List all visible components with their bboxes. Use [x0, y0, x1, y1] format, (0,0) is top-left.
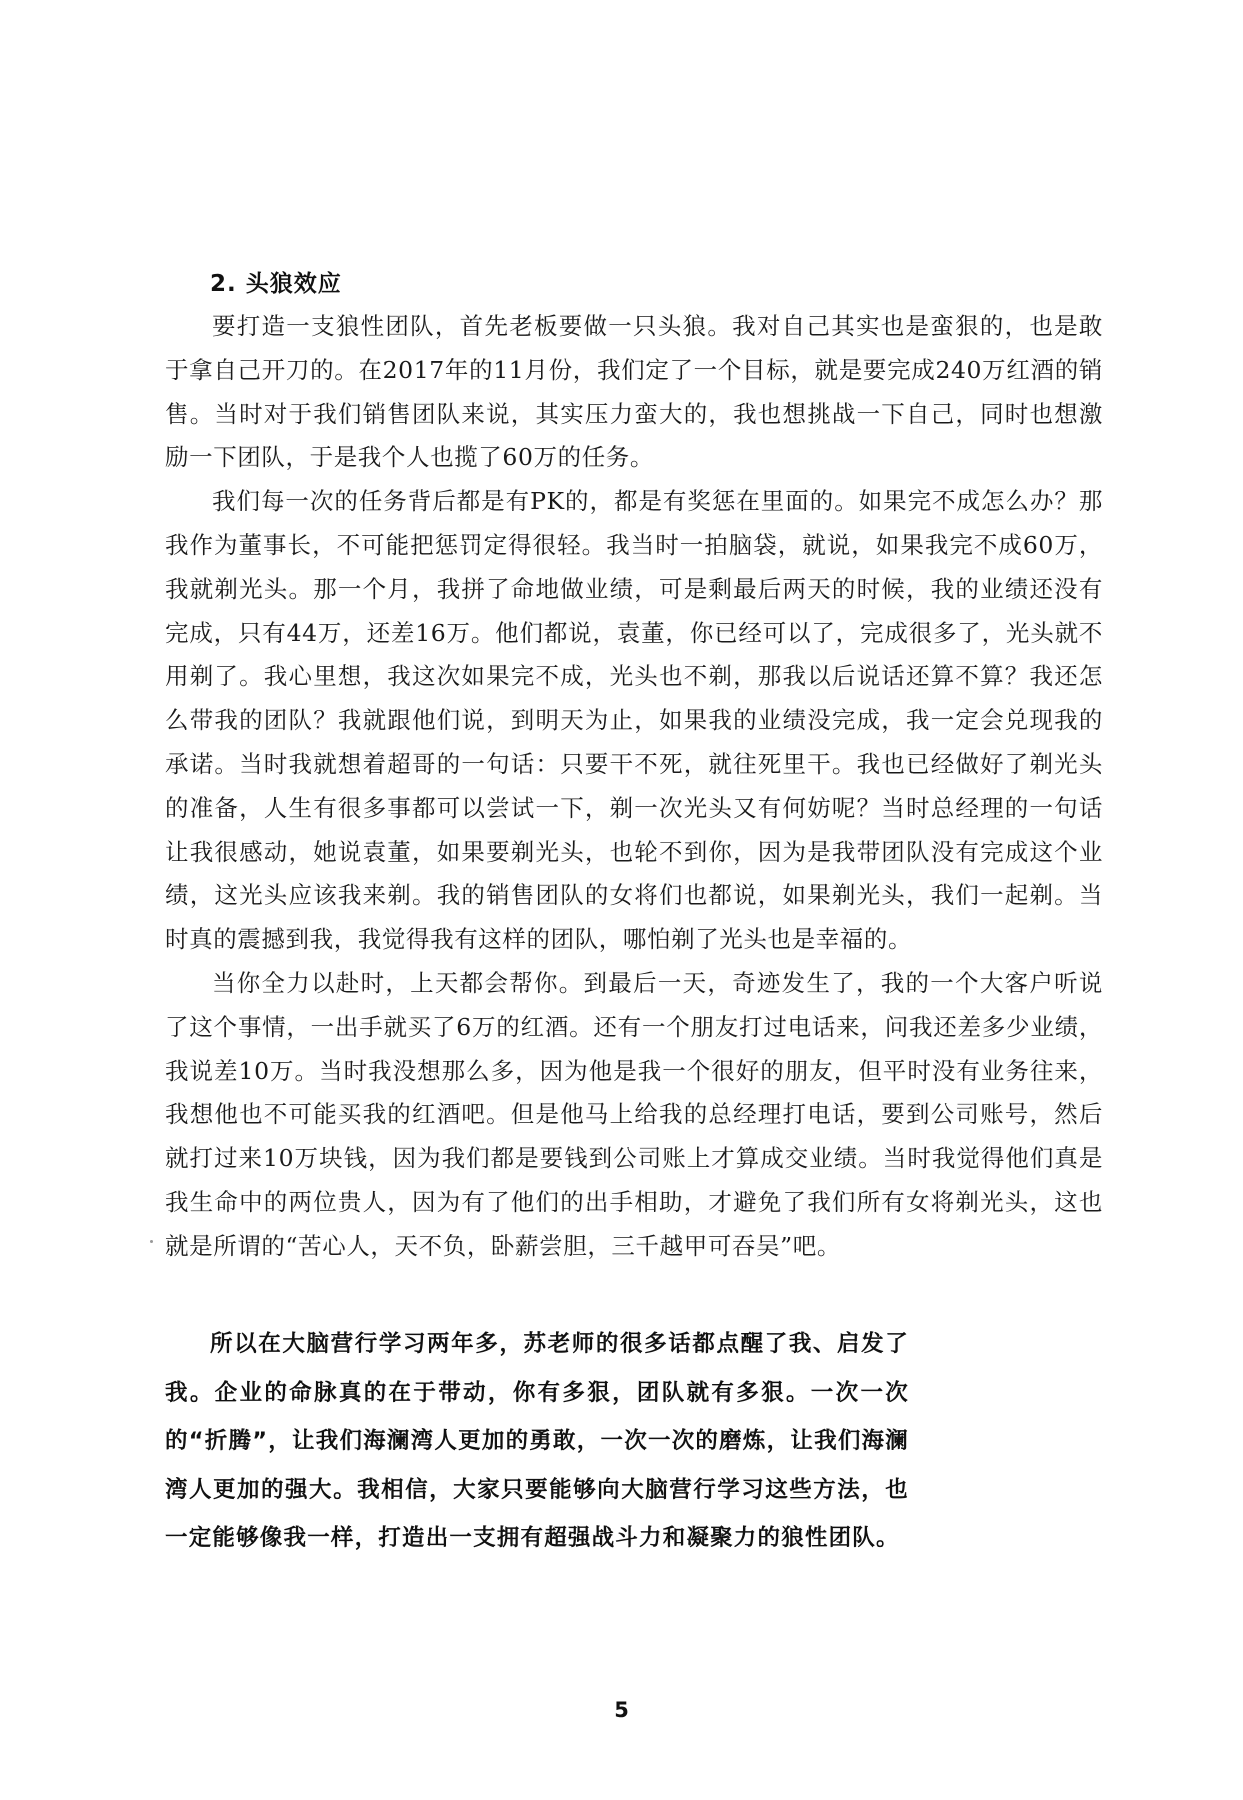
body-text — [165, 305, 1103, 1269]
paragraph-3: 当你全力以赴时，上天都会帮你。到最后一天，奇迹发生了，我的一个大客户听说了这个事情，一出手就买了6万的红酒。还有一个朋友打过电话来，问我还差多少业绩，我说差10万。当时我没想那么多，因为他是我一个很好的朋友，但平时没有业务往来，我想他也不可能买我的红酒吧。但是他马上给我的总经理打电话，要到公司账号，然后就打过来10万块钱，因为我们都是要钱到公司账上才算成交业绩。当时我觉得他们真是我生命中的两位贵人，因为有了他们的出手相助，才避免了我们所有女将剃光头，这也就是所谓的“苦心人，天不负，卧薪尝胆，三千越甲可吞吴”吧。 — [165, 968, 1103, 1260]
paragraph-2: 我们每一次的任务背后都是有PK的，都是有奖惩在里面的。如果完不成怎么办？那我作为董事长，不可能把惩罚定得很轻。我当时一拍脑袋，就说，如果我完不成60万，我就剃光头。那一个月，我拼了命地做业绩，可是剩最后两天的时候，我的业绩还没有完成，只有44万，还差16万。他们都说，袁董，你已经可以了，完成很多了，光头就不用剃了。我心里想，我这次如果完不成，光头也不剃，那我以后说话还算不算？我还怎么带我的团队？我就跟他们说，到明天为止，如果我的业绩没完成，我一定会兑现我的承诺。当时我就想着超哥的一句话：只要干不死，就往死里干。我也已经做好了剃光头的准备，人生有很多事都可以尝试一下，剃一次光头又有何妨呢？当时总经理的一句话让我很感动，她说袁董，如果要剃光头，也轮不到你，因为是我带团队没有完成这个业绩，这光头应该我来剃。我的销售团队的女将们也都说，如果剃光头，我们一起剃。当时真的震撼到我，我觉得我有这样的团队，哪怕剃了光头也是幸福的。 — [165, 487, 1103, 954]
page-number: 5 — [614, 1698, 629, 1722]
paragraph-1: 要打造一支狼性团队，首先老板要做一只头狼。我对自己其实也是蛮狠的，也是敢于拿自己开刀的。在2017年的11月份，我们定了一个目标，就是要完成240万红酒的销售。当时对于我们销售团队来说，其实压力蛮大的，我也想挑战一下自己，同时也想激励一下团队，于是我个人也揽了60万的任务。 — [165, 312, 1103, 472]
margin-dot-mark — [150, 1240, 153, 1243]
summary-paragraph: 所以在大脑营行学习两年多，苏老师的很多话都点醒了我、启发了我。企业的命脉真的在于带动，你有多狠，团队就有多狠。一次一次的“折腾”，让我们海澜湾人更加的勇敢，一次一次的磨炼，让我们海澜湾人更加的强大。我相信，大家只要能够向大脑营行学习这些方法，也一定能够像我一样，打造出一支拥有超强战斗力和凝聚力的狼性团队。 — [165, 1331, 909, 1551]
section-heading: 2. 头狼效应 — [210, 271, 342, 297]
